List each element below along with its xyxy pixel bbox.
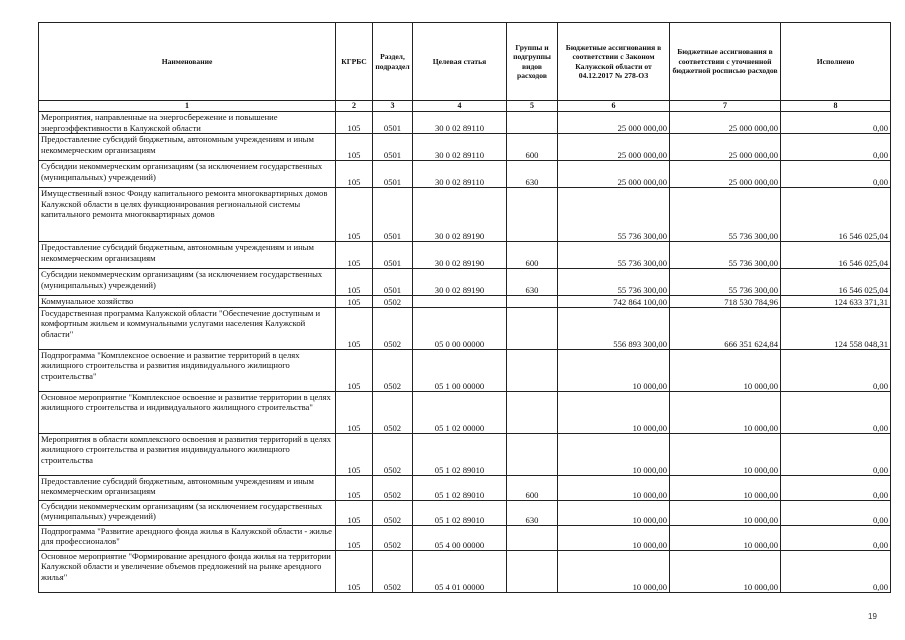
row-expense-group (507, 296, 558, 308)
row-law-allocation: 25 000 000,00 (558, 161, 670, 188)
row-section: 0502 (373, 525, 413, 550)
row-section: 0501 (373, 242, 413, 269)
row-name: Мероприятия, направленные на энергосбережение и повышение энергоэффективности в Калужской области (39, 112, 336, 134)
row-refined-allocation: 10 000,00 (670, 349, 781, 391)
column-number: 6 (558, 101, 670, 112)
row-section: 0502 (373, 500, 413, 525)
table-row (39, 112, 891, 134)
row-executed: 0,00 (781, 500, 891, 525)
row-target-article: 05 0 00 00000 (413, 307, 507, 349)
row-law-allocation: 55 736 300,00 (558, 188, 670, 242)
row-law-allocation: 10 000,00 (558, 475, 670, 500)
row-executed: 0,00 (781, 161, 891, 188)
row-name: Основное мероприятие "Комплексное освоение и развитие территории в целях жилищного строительства и индивидуального жилищного строительства" (39, 391, 336, 433)
row-target-article: 30 0 02 89190 (413, 188, 507, 242)
row-refined-allocation: 25 000 000,00 (670, 134, 781, 161)
row-refined-allocation: 25 000 000,00 (670, 161, 781, 188)
header-executed: Исполнено (781, 23, 891, 101)
row-target-article: 05 1 02 00000 (413, 391, 507, 433)
header-name: Наименование (39, 23, 336, 101)
row-kgrbs: 105 (336, 349, 373, 391)
table-row (39, 550, 891, 592)
row-expense-group: 600 (507, 475, 558, 500)
table-row (39, 349, 891, 391)
row-law-allocation: 10 000,00 (558, 349, 670, 391)
header-groups: Группы и подгруппы видов расходов (507, 23, 558, 101)
row-section: 0501 (373, 134, 413, 161)
row-expense-group (507, 525, 558, 550)
table-row (39, 296, 891, 308)
table-row (39, 269, 891, 296)
row-kgrbs: 105 (336, 242, 373, 269)
row-target-article: 05 1 02 89010 (413, 500, 507, 525)
header-law-allocation: Бюджетные ассигнования в соответствии с Законом Калужской области от 04.12.2017 № 278-ОЗ (558, 23, 670, 101)
column-number: 1 (39, 101, 336, 112)
row-expense-group (507, 391, 558, 433)
row-refined-allocation: 10 000,00 (670, 525, 781, 550)
row-kgrbs: 105 (336, 134, 373, 161)
column-number: 4 (413, 101, 507, 112)
table-body (39, 112, 891, 593)
row-executed: 124 633 371,31 (781, 296, 891, 308)
row-law-allocation: 10 000,00 (558, 500, 670, 525)
row-section: 0501 (373, 269, 413, 296)
column-number: 7 (670, 101, 781, 112)
row-name: Предоставление субсидий бюджетным, автономным учреждениям и иным некоммерческим организациям (39, 475, 336, 500)
row-kgrbs: 105 (336, 188, 373, 242)
row-target-article: 05 4 01 00000 (413, 550, 507, 592)
column-numbers-row (39, 101, 891, 112)
row-executed: 0,00 (781, 391, 891, 433)
row-section: 0502 (373, 475, 413, 500)
row-expense-group (507, 349, 558, 391)
row-name: Имущественный взнос Фонду капитального ремонта многоквартирных домов Калужской области в целях функционирования региональной системы капитального ремонта многоквартирных домов (39, 188, 336, 242)
header-refined-allocation: Бюджетные ассигнования в соответствии с уточненной бюджетной росписью расходов (670, 23, 781, 101)
row-law-allocation: 742 864 100,00 (558, 296, 670, 308)
row-expense-group (507, 550, 558, 592)
row-kgrbs: 105 (336, 296, 373, 308)
row-law-allocation: 25 000 000,00 (558, 112, 670, 134)
column-number: 5 (507, 101, 558, 112)
row-refined-allocation: 55 736 300,00 (670, 269, 781, 296)
row-expense-group (507, 112, 558, 134)
column-number: 2 (336, 101, 373, 112)
row-name: Субсидии некоммерческим организациям (за исключением государственных (муниципальных) учреждений) (39, 269, 336, 296)
row-target-article: 30 0 02 89190 (413, 242, 507, 269)
row-refined-allocation: 55 736 300,00 (670, 242, 781, 269)
row-name: Подпрограмма "Комплексное освоение и развитие территорий в целях жилищного строительства и развития индивидуального жилищного строительства" (39, 349, 336, 391)
row-executed: 124 558 048,31 (781, 307, 891, 349)
row-target-article: 05 1 02 89010 (413, 433, 507, 475)
row-section: 0502 (373, 550, 413, 592)
row-kgrbs: 105 (336, 391, 373, 433)
row-law-allocation: 10 000,00 (558, 525, 670, 550)
row-refined-allocation: 10 000,00 (670, 550, 781, 592)
column-number: 8 (781, 101, 891, 112)
row-kgrbs: 105 (336, 112, 373, 134)
row-executed: 0,00 (781, 134, 891, 161)
table-row (39, 242, 891, 269)
row-section: 0502 (373, 349, 413, 391)
row-name: Государственная программа Калужской области "Обеспечение доступным и комфортным жильем и коммунальными услугами населения Калужской области" (39, 307, 336, 349)
row-name: Мероприятия в области комплексного освоения и развития территорий в целях жилищного строительства и развития индивидуального жилищного строительства (39, 433, 336, 475)
table-row (39, 391, 891, 433)
row-executed: 16 546 025,04 (781, 269, 891, 296)
row-law-allocation: 556 893 300,00 (558, 307, 670, 349)
row-expense-group: 600 (507, 242, 558, 269)
row-law-allocation: 25 000 000,00 (558, 134, 670, 161)
row-name: Подпрограмма "Развитие арендного фонда жилья в Калужской области - жилье для профессионалов" (39, 525, 336, 550)
row-expense-group: 630 (507, 269, 558, 296)
table-row (39, 307, 891, 349)
row-expense-group: 630 (507, 500, 558, 525)
row-target-article: 30 0 02 89110 (413, 134, 507, 161)
row-section: 0502 (373, 391, 413, 433)
budget-table (38, 22, 891, 593)
row-section: 0501 (373, 161, 413, 188)
row-kgrbs: 105 (336, 525, 373, 550)
row-expense-group: 630 (507, 161, 558, 188)
row-refined-allocation: 10 000,00 (670, 475, 781, 500)
row-executed: 16 546 025,04 (781, 188, 891, 242)
row-executed: 16 546 025,04 (781, 242, 891, 269)
row-law-allocation: 10 000,00 (558, 433, 670, 475)
row-target-article: 05 4 00 00000 (413, 525, 507, 550)
row-name: Субсидии некоммерческим организациям (за исключением государственных (муниципальных) учреждений) (39, 500, 336, 525)
row-kgrbs: 105 (336, 307, 373, 349)
row-section: 0502 (373, 296, 413, 308)
row-expense-group (507, 188, 558, 242)
row-refined-allocation: 666 351 624,84 (670, 307, 781, 349)
table-row (39, 433, 891, 475)
table-row (39, 161, 891, 188)
row-name: Субсидии некоммерческим организациям (за исключением государственных (муниципальных) учреждений) (39, 161, 336, 188)
row-target-article: 30 0 02 89110 (413, 112, 507, 134)
row-target-article: 05 1 02 89010 (413, 475, 507, 500)
row-kgrbs: 105 (336, 550, 373, 592)
row-refined-allocation: 25 000 000,00 (670, 112, 781, 134)
row-executed: 0,00 (781, 433, 891, 475)
row-expense-group: 600 (507, 134, 558, 161)
row-section: 0501 (373, 188, 413, 242)
table-row (39, 188, 891, 242)
row-expense-group (507, 433, 558, 475)
row-law-allocation: 55 736 300,00 (558, 242, 670, 269)
header-target: Целевая статья (413, 23, 507, 101)
row-target-article: 05 1 00 00000 (413, 349, 507, 391)
row-kgrbs: 105 (336, 433, 373, 475)
row-expense-group (507, 307, 558, 349)
table-row (39, 525, 891, 550)
row-refined-allocation: 55 736 300,00 (670, 188, 781, 242)
row-refined-allocation: 10 000,00 (670, 500, 781, 525)
row-target-article: 30 0 02 89190 (413, 269, 507, 296)
row-executed: 0,00 (781, 112, 891, 134)
row-section: 0502 (373, 307, 413, 349)
row-executed: 0,00 (781, 525, 891, 550)
row-section: 0502 (373, 433, 413, 475)
row-executed: 0,00 (781, 475, 891, 500)
row-target-article: 30 0 02 89110 (413, 161, 507, 188)
header-kgrbs: КГРБС (336, 23, 373, 101)
row-executed: 0,00 (781, 349, 891, 391)
row-kgrbs: 105 (336, 500, 373, 525)
row-name: Основное мероприятие "Формирование арендного фонда жилья на территории Калужской области и увеличение объемов предложений на рынке арендного жилья" (39, 550, 336, 592)
table-header-row (39, 23, 891, 101)
table-row (39, 475, 891, 500)
row-kgrbs: 105 (336, 475, 373, 500)
header-section: Раздел, подраздел (373, 23, 413, 101)
table-row (39, 500, 891, 525)
row-refined-allocation: 10 000,00 (670, 391, 781, 433)
row-law-allocation: 10 000,00 (558, 391, 670, 433)
row-kgrbs: 105 (336, 161, 373, 188)
column-number: 3 (373, 101, 413, 112)
row-name: Коммунальное хозяйство (39, 296, 336, 308)
page-number: 19 (868, 612, 877, 621)
row-refined-allocation: 10 000,00 (670, 433, 781, 475)
row-law-allocation: 10 000,00 (558, 550, 670, 592)
row-section: 0501 (373, 112, 413, 134)
row-kgrbs: 105 (336, 269, 373, 296)
row-target-article (413, 296, 507, 308)
row-law-allocation: 55 736 300,00 (558, 269, 670, 296)
row-name: Предоставление субсидий бюджетным, автономным учреждениям и иным некоммерческим организациям (39, 242, 336, 269)
row-executed: 0,00 (781, 550, 891, 592)
row-refined-allocation: 718 530 784,96 (670, 296, 781, 308)
table-row (39, 134, 891, 161)
row-name: Предоставление субсидий бюджетным, автономным учреждениям и иным некоммерческим организациям (39, 134, 336, 161)
